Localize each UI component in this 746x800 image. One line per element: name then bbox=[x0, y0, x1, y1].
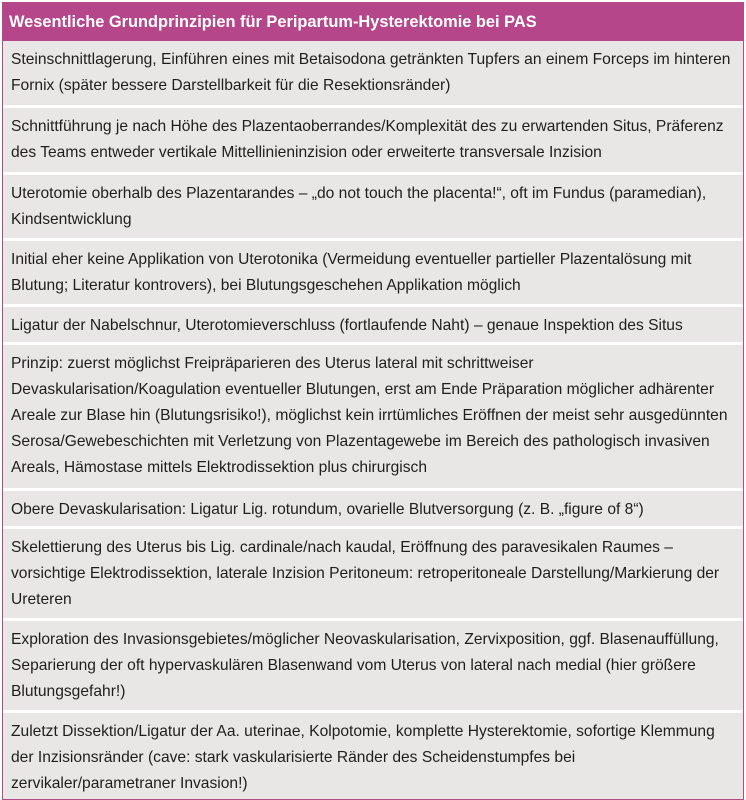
table-row: Initial eher keine Applikation von Uterotonika (Vermeidung eventueller partieller Plazentalösung mit Blutung; Literatur kontrovers), bei Blutungsgeschehen Applikation möglich bbox=[3, 238, 743, 304]
table-body bbox=[3, 41, 743, 799]
table-row: Zuletzt Dissektion/Ligatur der Aa. uterinae, Kolpotomie, komplette Hysterektomie, sofortige Klemmung der Inzisionsränder (cave: stark vaskularisierte Ränder des Scheidenstumpfes bei zervikaler/parametraner Invasion!) bbox=[3, 710, 743, 799]
table-row: Uterotomie oberhalb des Plazentarandes – „do not touch the placenta!“, oft im Fundus (paramedian), Kindsentwicklung bbox=[3, 172, 743, 238]
table-title: Wesentliche Grundprinzipien für Peripartum-Hysterektomie bei PAS bbox=[3, 3, 743, 41]
table-row: Skelettierung des Uterus bis Lig. cardinale/nach kaudal, Eröffnung des paravesikalen Raumes – vorsichtige Elektrodissektion, laterale Inzision Peritoneum: retroperitoneale Darstellung/Markierung der Ureteren bbox=[3, 526, 743, 618]
table-row: Exploration des Invasionsgebietes/möglicher Neovaskularisation, Zervixposition, ggf. Blasenauffüllung, Separierung der oft hypervaskulären Blasenwand vom Uterus von lateral nach medial (hier größere Blutungsgefahr!) bbox=[3, 618, 743, 710]
table-row: Schnittführung je nach Höhe des Plazentaoberrandes/Komplexität des zu erwartenden Situs, Präferenz des Teams entweder vertikale Mittellinieninzision oder erweiterte transversale Inzision bbox=[3, 105, 743, 172]
table-row: Obere Devaskularisation: Ligatur Lig. rotundum, ovarielle Blutversorgung (z. B. „figure of 8“) bbox=[3, 488, 743, 526]
table-row: Ligatur der Nabelschnur, Uterotomieverschluss (fortlaufende Naht) – genaue Inspektion des Situs bbox=[3, 304, 743, 342]
table-row: Steinschnittlagerung, Einführen eines mit Betaisodona getränkten Tupfers an einem Forceps im hinteren Fornix (später bessere Darstellbarkeit für die Resektionsränder) bbox=[3, 41, 743, 105]
table-row: Prinzip: zuerst möglichst Freipräparieren des Uterus lateral mit schrittweiser Devaskularisation/Koagulation eventueller Blutungen, erst am Ende Präparation möglicher adhärenter Areale zur Blase hin (Blutungsrisiko!), möglichst kein irrtümliches Eröffnen der meist sehr ausgedünnten Serosa/Gewebeschichten mit Verletzung von Plazentagewebe im Bereich des pathologisch invasiven Areals, Hämostase mittels Elektrodissektion plus chirurgisch bbox=[3, 342, 743, 488]
principles-table bbox=[2, 2, 744, 800]
